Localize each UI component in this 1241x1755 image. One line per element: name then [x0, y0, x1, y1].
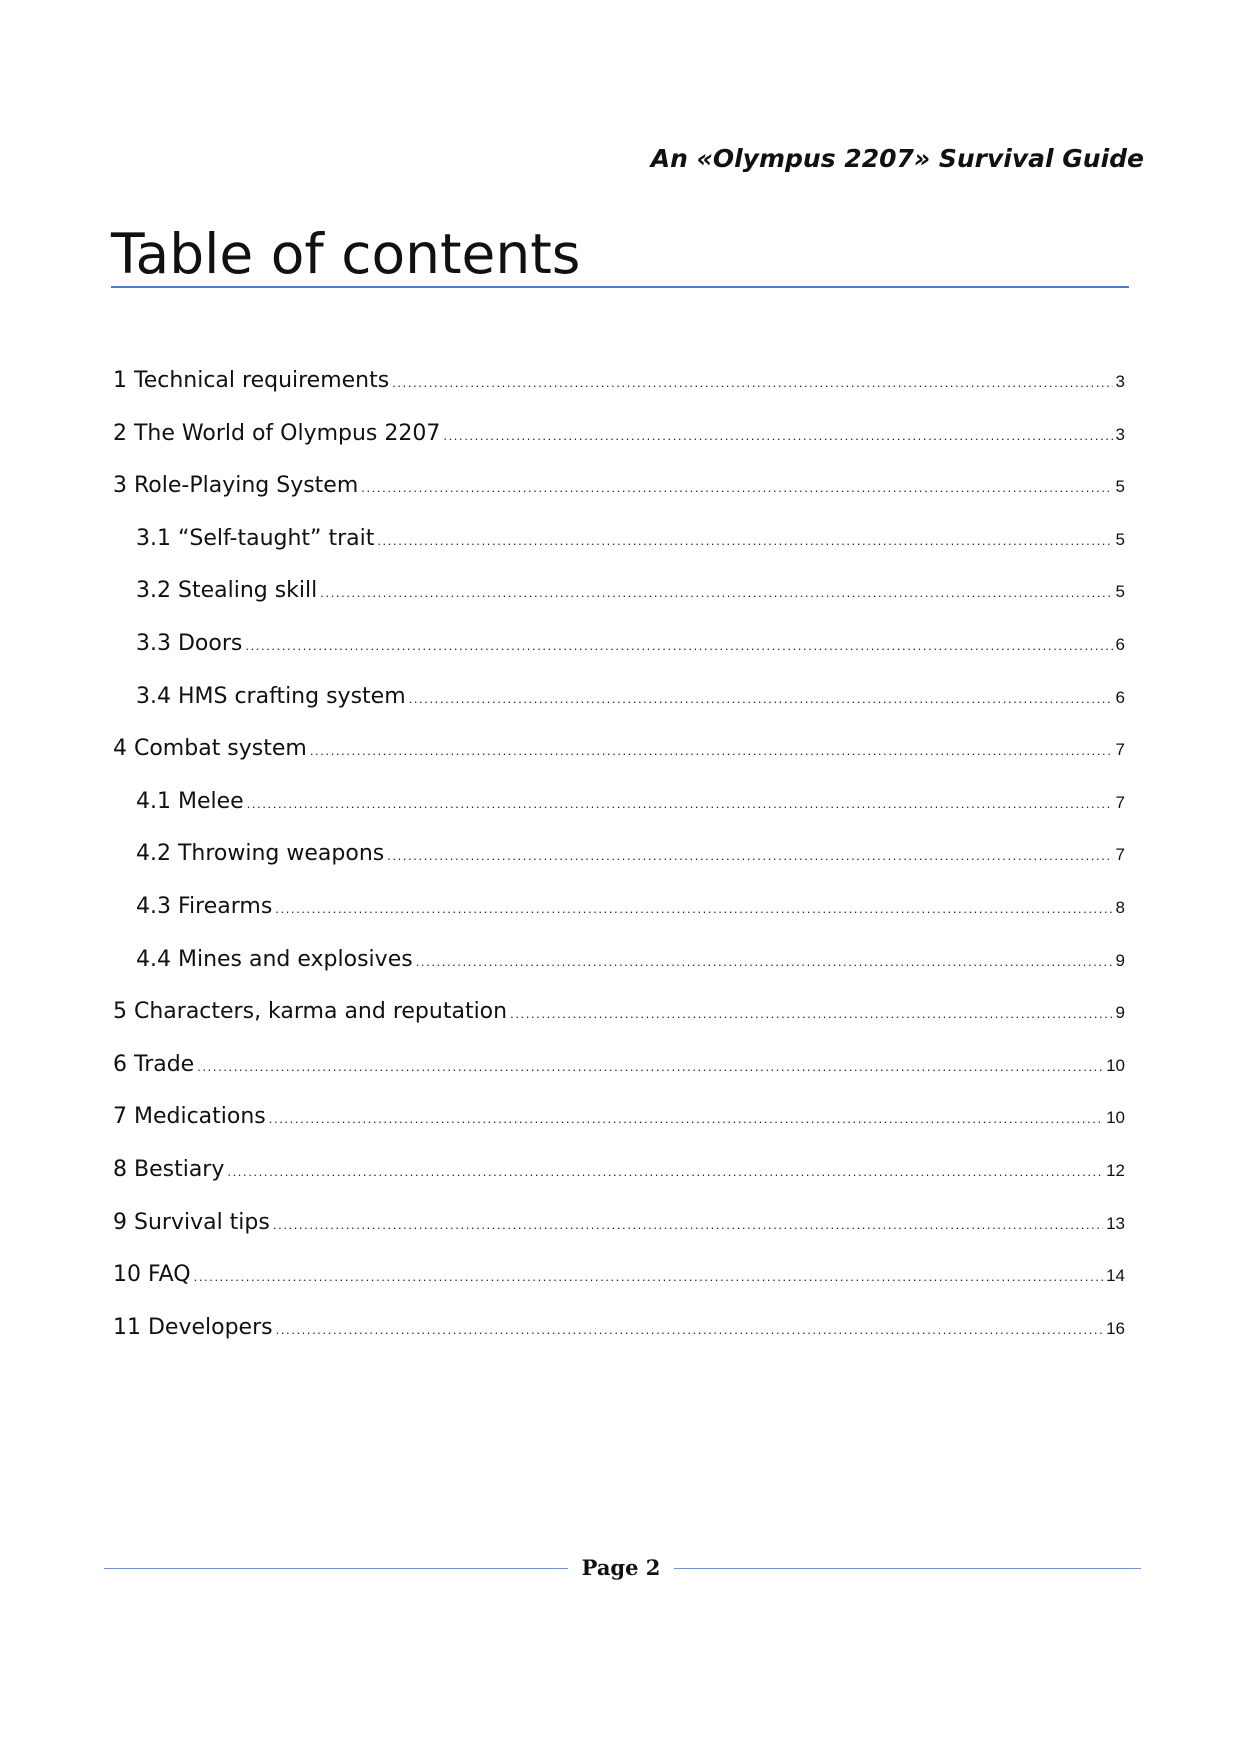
- toc-dot-leader: [273, 1210, 1103, 1240]
- toc-dot-leader: [510, 999, 1112, 1029]
- toc-entry-label[interactable]: 8 Bestiary: [113, 1156, 225, 1182]
- toc-entry-page-number[interactable]: 7: [1115, 845, 1125, 865]
- footer-rule-right: [674, 1568, 1141, 1569]
- toc-dot-leader: [194, 1262, 1103, 1292]
- toc-entry[interactable]: [113, 471, 1125, 524]
- toc-entry-page-number[interactable]: 12: [1106, 1160, 1125, 1180]
- toc-entry-label[interactable]: 3 Role-Playing System: [113, 473, 359, 499]
- toc-entry[interactable]: [113, 1155, 1125, 1208]
- toc-dot-leader: [276, 1315, 1103, 1345]
- page-number: Page 2: [581, 1555, 661, 1580]
- toc-entry[interactable]: [113, 629, 1125, 682]
- toc-entry-page-number[interactable]: 14: [1106, 1266, 1125, 1286]
- toc-dot-leader: [361, 473, 1112, 503]
- toc-entry[interactable]: [113, 576, 1125, 629]
- toc-entry-label[interactable]: 3.4 HMS crafting system: [136, 683, 406, 709]
- toc-dot-leader: [245, 631, 1112, 661]
- toc-entry-page-number[interactable]: 5: [1115, 529, 1125, 549]
- title-underline-rule: [111, 286, 1129, 288]
- toc-dot-leader: [377, 526, 1112, 556]
- toc-entry-page-number[interactable]: 8: [1115, 897, 1125, 917]
- toc-entry[interactable]: [113, 1102, 1125, 1155]
- toc-entry-label[interactable]: 9 Survival tips: [113, 1209, 270, 1235]
- toc-dot-leader: [197, 1052, 1103, 1082]
- toc-entry[interactable]: [113, 839, 1125, 892]
- toc-entry-page-number[interactable]: 5: [1115, 477, 1125, 497]
- toc-entry-label[interactable]: 3.3 Doors: [136, 630, 243, 656]
- toc-entry[interactable]: [113, 682, 1125, 735]
- toc-entry-page-number[interactable]: 6: [1115, 687, 1125, 707]
- toc-entry-page-number[interactable]: 10: [1106, 1108, 1125, 1128]
- toc-dot-leader: [275, 894, 1112, 924]
- toc-entry-label[interactable]: 10 FAQ: [113, 1262, 191, 1288]
- toc-entry-page-number[interactable]: 16: [1106, 1318, 1125, 1338]
- toc-entry[interactable]: [113, 1050, 1125, 1103]
- toc-entry[interactable]: [113, 419, 1125, 472]
- toc-entry-page-number[interactable]: 6: [1115, 634, 1125, 654]
- toc-entry-label[interactable]: 3.1 “Self-taught” trait: [136, 525, 375, 551]
- toc-entry-page-number[interactable]: 7: [1115, 792, 1125, 812]
- toc-entry-label[interactable]: 1 Technical requirements: [113, 368, 390, 393]
- toc-entry-page-number[interactable]: 10: [1106, 1055, 1125, 1075]
- toc-entry[interactable]: [113, 1208, 1125, 1261]
- toc-entry[interactable]: [113, 366, 1125, 419]
- toc-entry-page-number[interactable]: 5: [1115, 582, 1125, 602]
- toc-entry[interactable]: [113, 734, 1125, 787]
- toc-entry[interactable]: [113, 945, 1125, 998]
- page-title: Table of contents: [111, 222, 581, 286]
- toc-entry-label[interactable]: 5 Characters, karma and reputation: [113, 999, 508, 1025]
- toc-dot-leader: [227, 1157, 1103, 1187]
- toc-entry-label[interactable]: 3.2 Stealing skill: [136, 578, 318, 604]
- toc-entry-page-number[interactable]: 13: [1106, 1213, 1125, 1233]
- toc-entry-label[interactable]: 4.4 Mines and explosives: [136, 946, 413, 972]
- toc-entry-label[interactable]: 6 Trade: [113, 1051, 195, 1077]
- running-header-title: An «Olympus 2207» Survival Guide: [650, 144, 1144, 173]
- toc-entry[interactable]: [113, 1313, 1125, 1366]
- toc-dot-leader: [443, 421, 1112, 451]
- toc-entry[interactable]: [113, 997, 1125, 1050]
- toc-entry-label[interactable]: 7 Medications: [113, 1104, 266, 1130]
- toc-entry-label[interactable]: 4.2 Throwing weapons: [136, 841, 385, 867]
- toc-dot-leader: [387, 841, 1112, 871]
- toc-entry-page-number[interactable]: 9: [1115, 1003, 1125, 1023]
- toc-entry-label[interactable]: 4.1 Melee: [136, 788, 244, 814]
- footer-rule-left: [104, 1568, 568, 1569]
- toc-dot-leader: [392, 368, 1112, 398]
- toc-entry-page-number[interactable]: 3: [1115, 372, 1125, 391]
- toc-entry[interactable]: [113, 787, 1125, 840]
- toc-dot-leader: [269, 1104, 1103, 1134]
- toc-entry-label[interactable]: 2 The World of Olympus 2207: [113, 420, 441, 446]
- toc-dot-leader: [320, 578, 1112, 608]
- toc-entry-page-number[interactable]: 9: [1115, 950, 1125, 970]
- toc-entry-page-number[interactable]: 7: [1115, 740, 1125, 760]
- toc-entry-label[interactable]: 11 Developers: [113, 1314, 273, 1340]
- toc-entry[interactable]: [113, 1260, 1125, 1313]
- toc-dot-leader: [409, 684, 1113, 714]
- toc-entry[interactable]: [113, 892, 1125, 945]
- table-of-contents-list: [113, 366, 1125, 1365]
- toc-dot-leader: [247, 789, 1113, 819]
- toc-entry[interactable]: [113, 524, 1125, 577]
- toc-entry-page-number[interactable]: 3: [1115, 424, 1125, 444]
- toc-dot-leader: [416, 947, 1113, 977]
- toc-entry-label[interactable]: 4 Combat system: [113, 736, 307, 762]
- toc-entry-label[interactable]: 4.3 Firearms: [136, 893, 273, 919]
- toc-dot-leader: [310, 736, 1113, 766]
